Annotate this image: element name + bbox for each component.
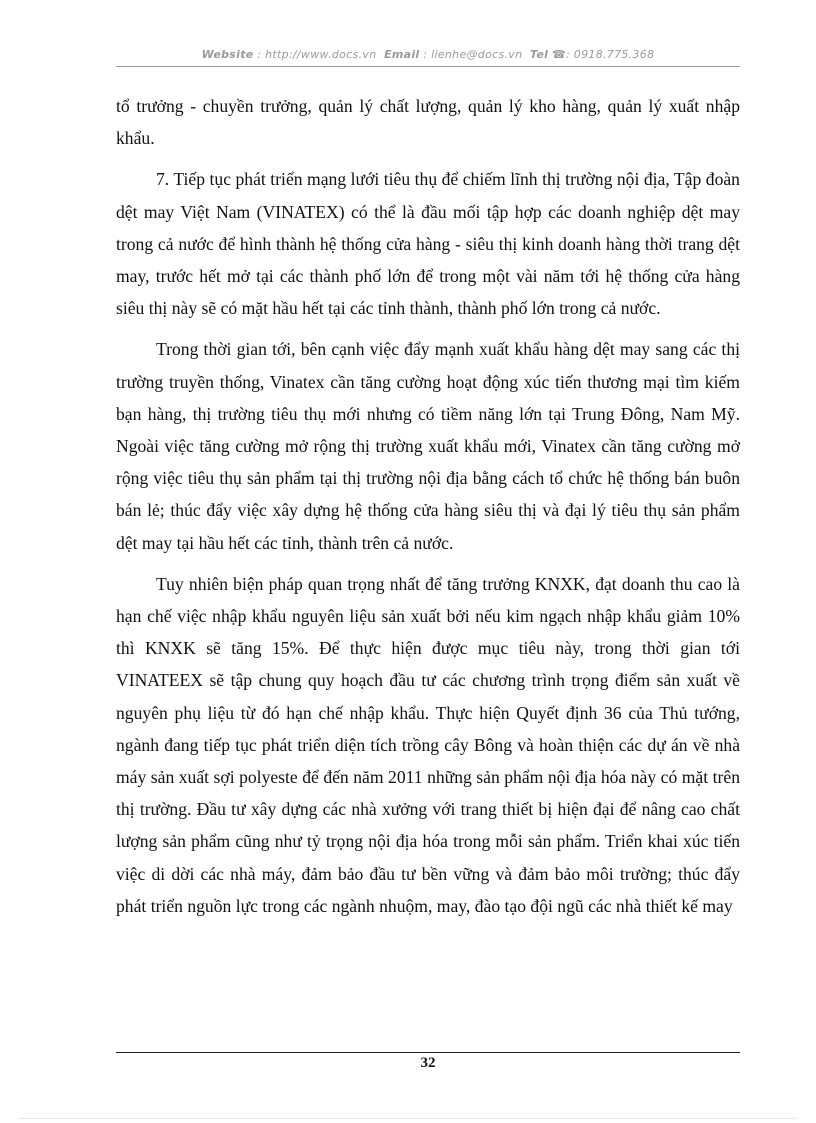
item-number: 7. [156, 169, 170, 190]
document-body [116, 90, 740, 931]
paragraph: tổ trưởng - chuyền trưởng, quản lý chất lượng, quản lý kho hàng, quản lý xuất nhập khẩu. [116, 96, 740, 149]
tel-value: : 0918.775.368 [566, 48, 655, 61]
paragraph: Tuy nhiên biện pháp quan trọng nhất để tăng trưởng KNXK, đạt doanh thu cao là hạn chế việc nhập khẩu nguyên liệu sản xuất bởi nếu kim ngạch nhập khẩu giảm 10% thì KNXK sẽ tăng 15%. Để thực hiện được mục tiêu này, trong thời gian tới VINATEEX sẽ tập chung quy hoạch đầu tư các chương trình trọng điểm sản xuất về nguyên phụ liệu từ đó hạn chế nhập khẩu. Thực hiện Quyết định 36 của Thủ tướng, ngành đang tiếp tục phát triển diện tích trồng cây Bông và hoàn thiện các dự án về nhà máy sản xuất sợi polyeste để đến năm 2011 những sản phẩm nội địa hóa này có mặt trên thị trường. Đầu tư xây dựng các nhà xưởng với trang thiết bị hiện đại để nâng cao chất lượng sản phẩm cũng như tỷ trọng nội địa hóa trong mỗi sản phẩm. Triển khai xúc tiến việc di dời các nhà máy, đảm bảo đầu tư bền vững và đảm bảo môi trường; thúc đẩy phát triển nguồn lực trong các ngành nhuộm, may, đào tạo đội ngũ các nhà thiết kế may [116, 573, 740, 916]
footer-divider [116, 1052, 740, 1053]
page-header [116, 48, 740, 61]
paragraph-text: Tiếp tục phát triển mạng lưới tiêu thụ để chiếm lĩnh thị trường nội địa, Tập đoàn dệt may Việt Nam (VINATEX) có thể là đầu mối tập hợp các doanh nghiệp dệt may trong cả nước để hình thành hệ thống cửa hàng - siêu thị kinh doanh hàng thời trang dệt may, trước hết mở tại các thành phố lớn để trong một vài năm tới hệ thống cửa hàng siêu thị này sẽ có mặt hầu hết tại các tỉnh thành, thành phố lớn trong cả nước. [116, 169, 740, 319]
page-number: 32 [420, 1055, 436, 1071]
website-value: : http://www.docs.vn [257, 48, 377, 61]
header-divider [116, 66, 740, 67]
website-label: Website [201, 48, 254, 61]
email-label: Email [384, 48, 420, 61]
paragraph [116, 163, 740, 324]
tel-label: Tel [529, 48, 549, 61]
page-edge-divider [20, 1118, 796, 1119]
phone-icon: ☎ [551, 48, 566, 61]
email-value: : lienhe@docs.vn [423, 48, 523, 61]
paragraph: Trong thời gian tới, bên cạnh việc đẩy mạnh xuất khẩu hàng dệt may sang các thị trường truyền thống, Vinatex cần tăng cường hoạt động xúc tiến thương mại tìm kiếm bạn hàng, thị trường tiêu thụ mới nhưng có tiềm năng lớn tại Trung Đông, Nam Mỹ. Ngoài việc tăng cường mở rộng thị trường xuất khẩu mới, Vinatex cần tăng cường mở rộng việc tiêu thụ sản phẩm tại thị trường nội địa bằng cách tổ chức hệ thống bán buôn bán lẻ; thúc đẩy việc xây dựng hệ thống cửa hàng siêu thị và đại lý tiêu thụ sản phẩm dệt may tại hầu hết các tỉnh, thành trên cả nước. [116, 339, 740, 553]
